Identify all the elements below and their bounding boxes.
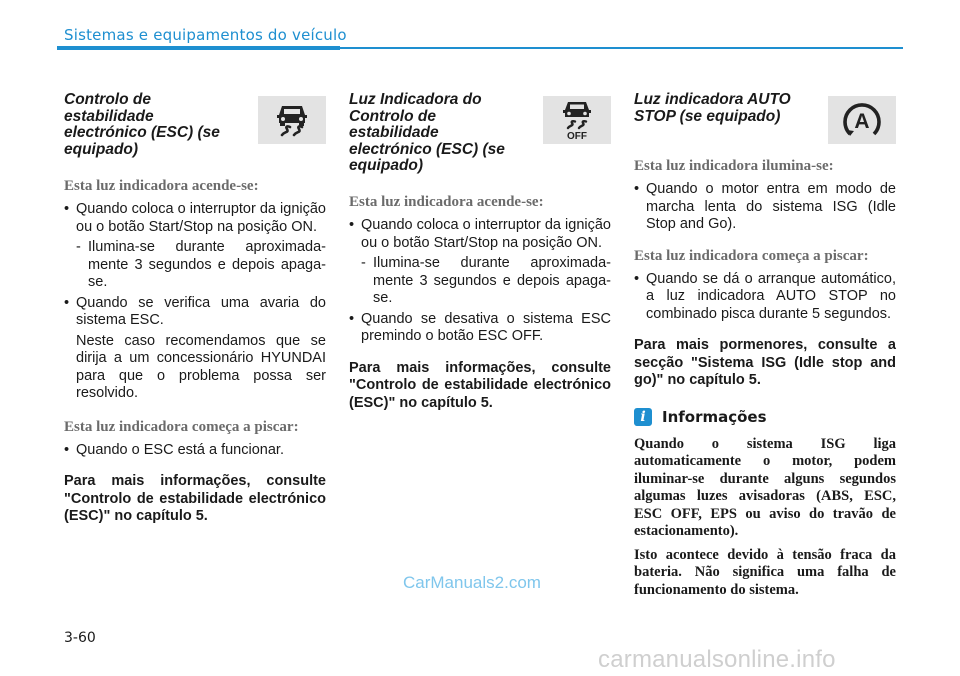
column-esc-off [349,92,611,412]
auto-stop-icon [839,97,885,143]
auto-stop-header-block [634,92,896,158]
auto-stop-subheading-lights: Esta luz indicadora ilumina-se: [634,158,834,174]
auto-stop-subheading-flashing: Esta luz indicadora começa a piscar: [634,247,869,264]
esc-off-bullet-ignition: • Quando coloca o interruptor da ignição ou o botão Start/Stop na posição ON. [349,217,611,252]
watermark-corner: carmanualsonline.info [598,646,836,673]
esc-off-header-block [349,92,611,194]
esc-off-dash-illumination: - Ilumina-se durante aproximada-mente 3 segundos e depois apaga-se. [349,255,611,308]
esc-car-skid-icon [272,100,312,140]
section-header-title: Sistemas e equipamentos do veículo [64,26,347,44]
esc-subheading-flashing: Esta luz indicadora começa a piscar: [64,418,299,435]
auto-stop-icon-box [828,96,896,144]
column-esc [64,92,326,526]
header-rule-line [340,47,903,49]
esc-bullet-ignition: • Quando coloca o interruptor da ignição ou o botão Start/Stop na posição ON. [64,201,326,236]
esc-off-icon [557,99,597,141]
esc-off-icon-label: OFF [567,131,587,141]
esc-header-block [64,92,326,178]
esc-dealer-note: Neste caso recomendamos que se dirija a um concessionário HYUNDAI para que o problema possa ser resolvido. [76,332,326,401]
esc-off-bullet-deactivate: • Quando se desativa o sistema ESC premindo o botão ESC OFF. [349,311,611,346]
info-paragraph-warning-lights: Quando o sistema ISG liga automaticamente o motor, podem iluminar-se durante alguns segundos algumas luzes avisadoras (ABS, ESC, ESC OFF, EPS ou aviso do travão de estacionamento). [634,435,896,539]
header-accent-bar [57,46,340,50]
auto-stop-bullet-idle: • Quando o motor entra em modo de marcha lenta do sistema ISG (Idle Stop and Go). [634,181,896,234]
esc-bullet-operating: • Quando o ESC está a funcionar. [64,442,326,460]
page-number: 3-60 [64,630,96,646]
auto-stop-section-title: Luz indicadora AUTO STOP (se equipado) [634,91,791,125]
esc-reference: Para mais informações, consulte "Controlo de estabilidade electrónico (ESC)" no capítulo 5. [64,473,326,524]
esc-dash-illumination: - Ilumina-se durante aproximada-mente 3 segundos e depois apaga-se. [64,239,326,292]
auto-stop-icon-letter: A [854,110,870,133]
auto-stop-bullet-restart: • Quando se dá o arranque automático, a luz indicadora AUTO STOP no combinado pisca durante 5 segundos. [634,271,896,324]
info-paragraph-battery: Isto acontece devido à tensão fraca da bateria. Não significa uma falha de funcionamento do sistema. [634,546,896,598]
info-icon: i [634,408,652,426]
column-auto-stop [634,92,896,599]
info-box-header [634,408,896,426]
info-box-title: Informações [662,407,767,426]
esc-off-icon-box [543,96,611,144]
auto-stop-reference: Para mais pormenores, consulte a secção "Sistema ISG (Idle stop and go)" no capítulo 5. [634,337,896,388]
esc-icon-box [258,96,326,144]
esc-off-reference: Para mais informações, consulte "Controlo de estabilidade electrónico (ESC)" no capítulo 5. [349,359,611,411]
esc-off-subheading-lights: Esta luz indicadora acende-se: [349,194,544,210]
esc-subheading-lights: Esta luz indicadora acende-se: [64,178,259,194]
esc-section-title: Controlo de estabilidade electrónico (ESC) (se equipado) [64,91,220,158]
watermark-center: CarManuals2.com [403,573,541,592]
esc-bullet-fault: • Quando se verifica uma avaria do sistema ESC. [64,295,326,330]
esc-off-section-title: Luz Indicadora do Controlo de estabilidade electrónico (ESC) (se equipado) [349,91,505,174]
